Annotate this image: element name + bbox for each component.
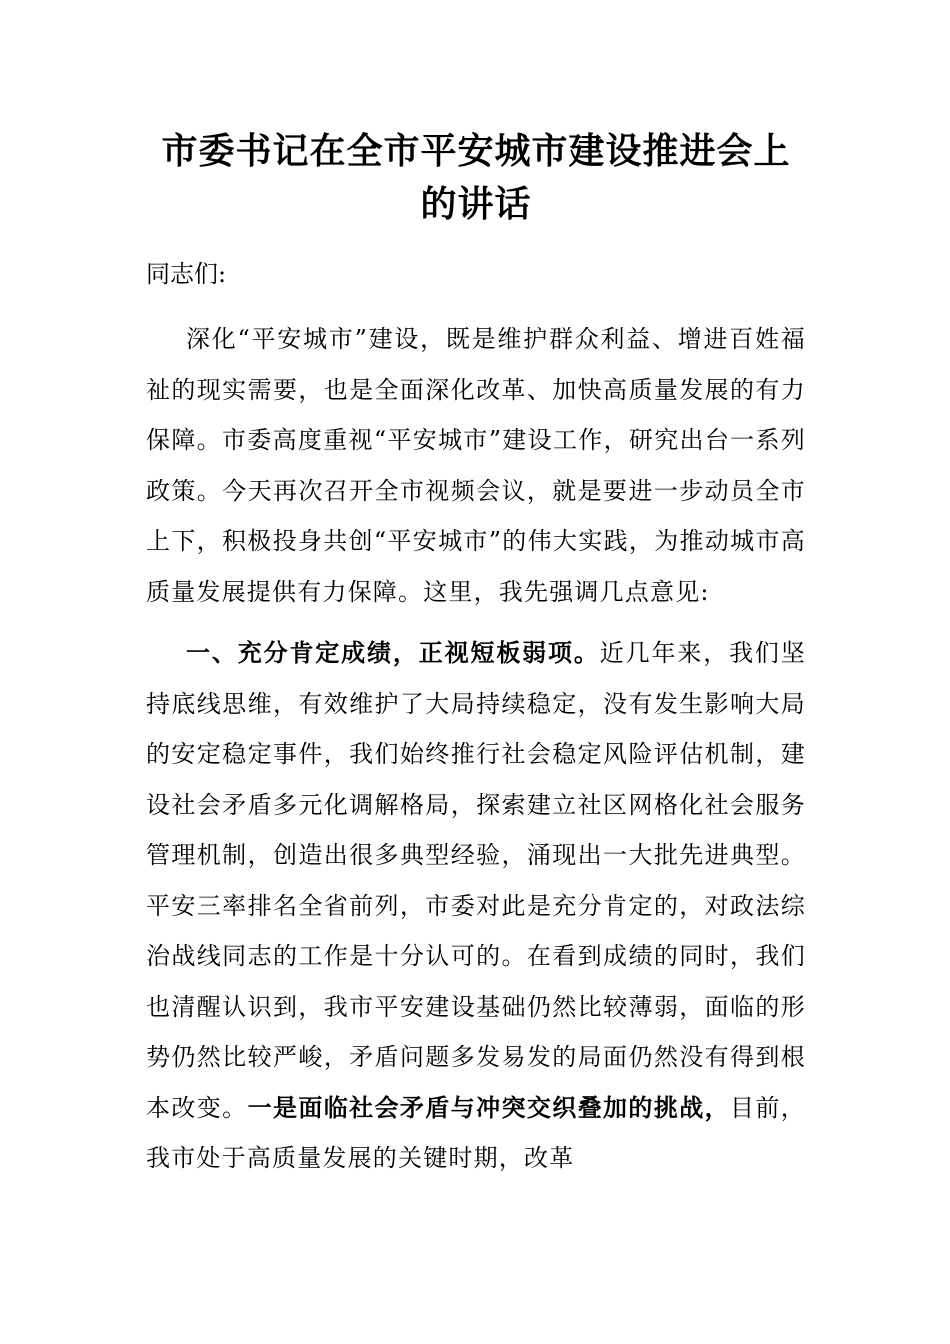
salutation: 同志们: — [146, 260, 227, 288]
paragraph-intro: 深化“平安城市”建设，既是维护群众利益、增进百姓福祉的现实需要，也是全面深化改革、加快高质量发展的有力保障。市委高度重视“平安城市”建设工作，研究出台一系列政策。今天再次召开全市视频会议，就是要进一步动员全市上下，积极投身共创“平安城市”的伟大实践，为推动城市高质量发展提供有力保障。这里，我先强调几点意见: — [146, 325, 806, 606]
paragraph-section-one — [146, 628, 806, 1184]
title-line-1: 市委书记在全市平安城市建设推进会上 — [161, 130, 791, 172]
document-title — [146, 125, 806, 231]
title-line-2: 的讲话 — [420, 183, 532, 225]
document-body — [146, 314, 806, 1184]
section-text-1: 近几年来，我们坚持底线思维，有效维护了大局持续稳定，没有发生影响大局的安定稳定事件，我们始终推行社会稳定风险评估机制，建设社会矛盾多元化调解格局，探索建立社区网格化社会服务管理机制，创造出很多典型经验，涌现出一大批先进典型。平安三率排名全省前列，市委对此是充分肯定的，对政法综治战线同志的工作是十分认可的。在看到成绩的同时，我们也清醒认识到，我市平安建设基础仍然比较薄弱，面临的形势仍然比较严峻，矛盾问题多发易发的局面仍然没有得到根本改变。 — [146, 639, 806, 1122]
section-heading: 一、充分肯定成绩，正视短板弱项。 — [186, 638, 600, 667]
section-subheading: 一是面临社会矛盾与冲突交织叠加的挑战， — [247, 1092, 730, 1122]
section-text-2: 目前，我市处于高质量发展的关键时期，改革 — [146, 1093, 806, 1172]
